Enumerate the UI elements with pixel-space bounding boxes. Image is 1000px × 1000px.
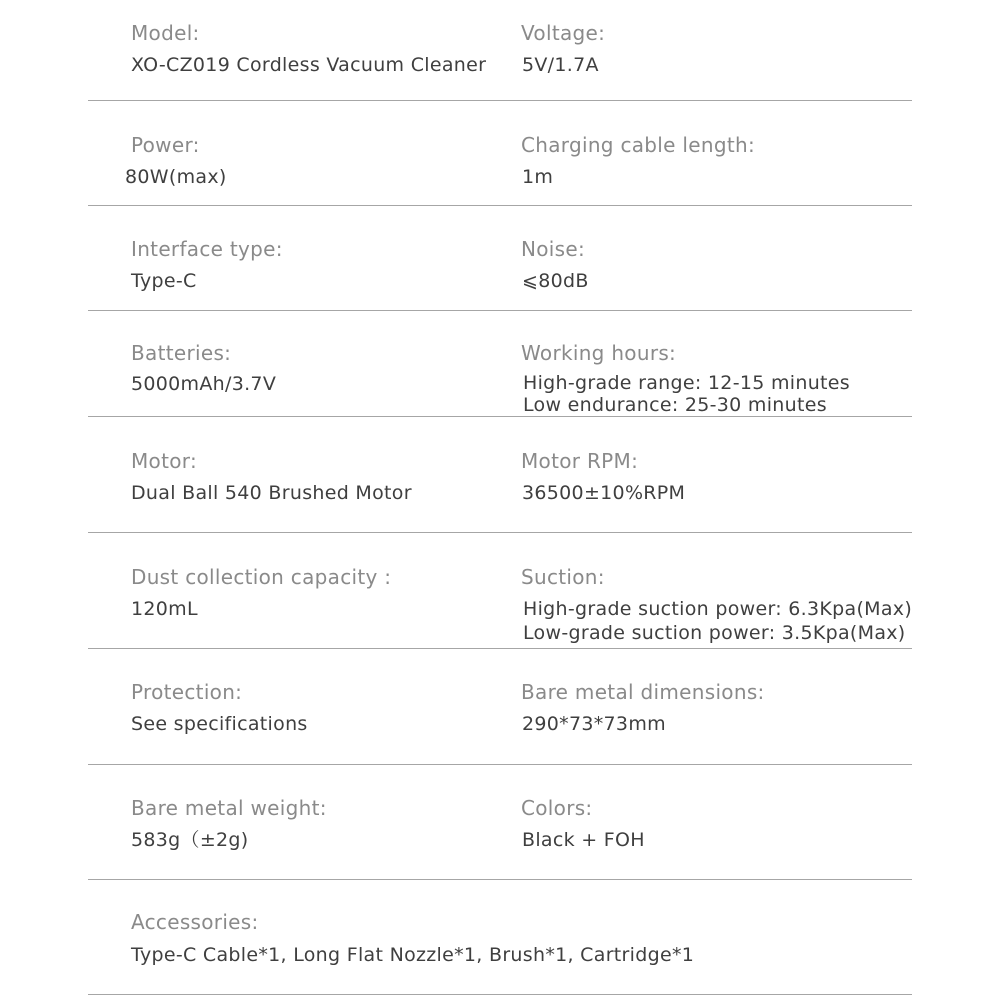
suction-low: Low-grade suction power: 3.5Kpa(Max) bbox=[523, 622, 906, 644]
row-divider bbox=[88, 648, 912, 649]
charging-cable-length-label: Charging cable length: bbox=[521, 133, 756, 157]
interface-type-value: Type-C bbox=[131, 270, 197, 292]
row-divider bbox=[88, 764, 912, 765]
suction-high: High-grade suction power: 6.3Kpa(Max) bbox=[523, 598, 913, 620]
row-divider bbox=[88, 100, 912, 101]
working-hours-high: High-grade range: 12-15 minutes bbox=[523, 372, 850, 394]
voltage-value: 5V/1.7A bbox=[522, 54, 599, 76]
power-value: 80W(max) bbox=[125, 166, 227, 188]
charging-cable-length-value: 1m bbox=[522, 166, 554, 188]
motor-rpm-value: 36500±10%RPM bbox=[522, 482, 686, 504]
accessories-label: Accessories: bbox=[131, 910, 259, 934]
bare-metal-weight-value: 583g（±2g) bbox=[131, 829, 249, 851]
row-divider bbox=[88, 310, 912, 311]
row-divider bbox=[88, 416, 912, 417]
row-divider bbox=[88, 879, 912, 880]
bare-metal-dimensions-label: Bare metal dimensions: bbox=[521, 680, 765, 704]
suction-label: Suction: bbox=[521, 565, 605, 589]
batteries-value: 5000mAh/3.7V bbox=[131, 373, 277, 395]
row-divider bbox=[88, 532, 912, 533]
motor-label: Motor: bbox=[131, 449, 197, 473]
protection-value: See specifications bbox=[131, 713, 308, 735]
bare-metal-weight-label: Bare metal weight: bbox=[131, 796, 327, 820]
working-hours-low: Low endurance: 25-30 minutes bbox=[523, 394, 827, 416]
colors-label: Colors: bbox=[521, 796, 593, 820]
row-divider bbox=[88, 994, 912, 995]
dust-capacity-label: Dust collection capacity : bbox=[131, 565, 392, 589]
interface-type-label: Interface type: bbox=[131, 237, 283, 261]
batteries-label: Batteries: bbox=[131, 341, 232, 365]
voltage-label: Voltage: bbox=[521, 21, 606, 45]
noise-value: ⩽80dB bbox=[522, 270, 589, 292]
noise-label: Noise: bbox=[521, 237, 586, 261]
motor-rpm-label: Motor RPM: bbox=[521, 449, 639, 473]
model-label: Model: bbox=[131, 21, 200, 45]
power-label: Power: bbox=[131, 133, 200, 157]
bare-metal-dimensions-value: 290*73*73mm bbox=[522, 713, 666, 735]
accessories-value: Type-C Cable*1, Long Flat Nozzle*1, Brush*1, Cartridge*1 bbox=[131, 944, 695, 966]
motor-value: Dual Ball 540 Brushed Motor bbox=[131, 482, 412, 504]
colors-value: Black + FOH bbox=[522, 829, 645, 851]
working-hours-label: Working hours: bbox=[521, 341, 677, 365]
model-value: XO-CZ019 Cordless Vacuum Cleaner bbox=[131, 54, 487, 76]
row-divider bbox=[88, 205, 912, 206]
dust-capacity-value: 120mL bbox=[131, 598, 198, 620]
protection-label: Protection: bbox=[131, 680, 243, 704]
